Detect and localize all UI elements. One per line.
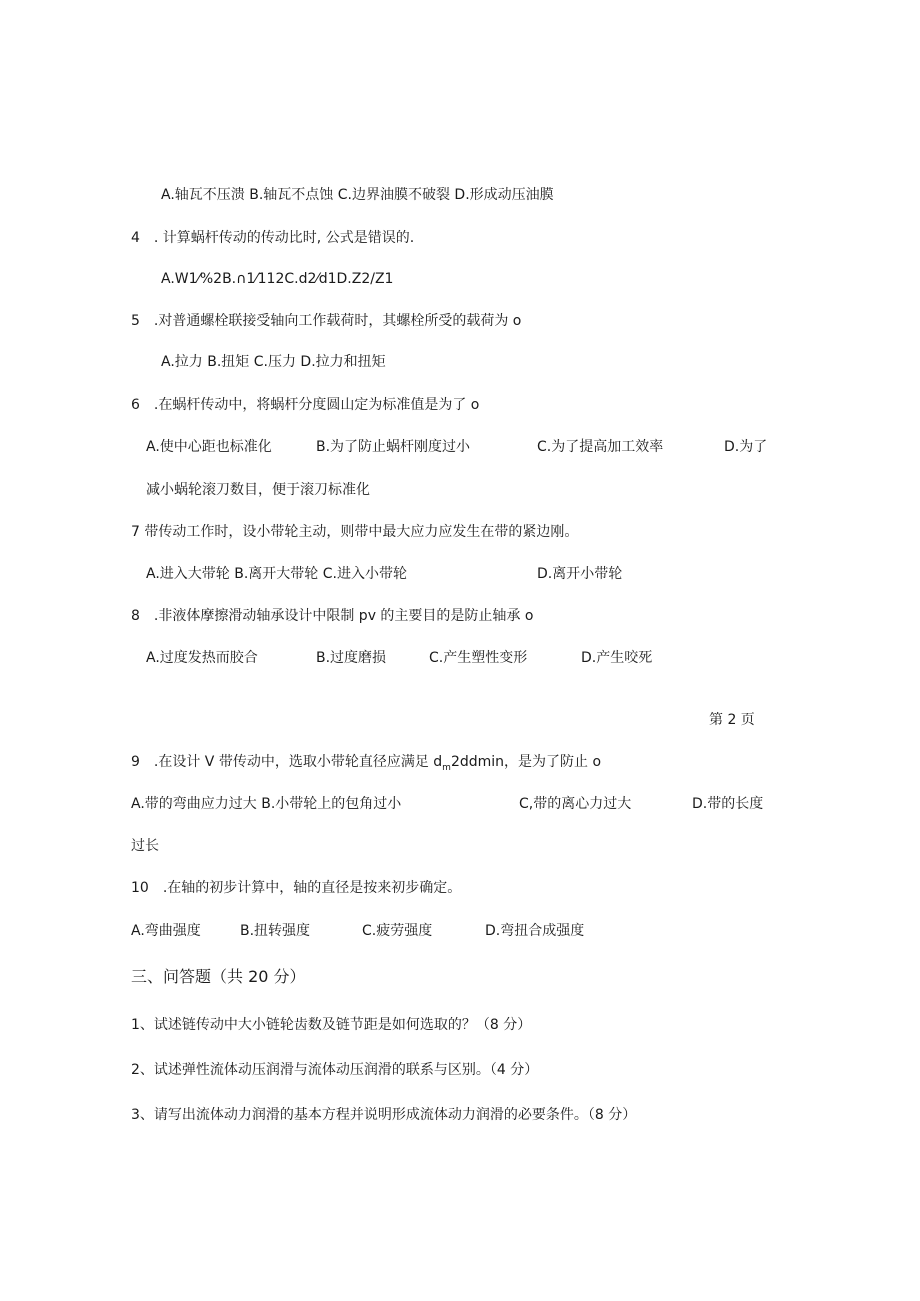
essay-question-3: 3、请写出流体动力润滑的基本方程并说明形成流体动力润滑的必要条件。（8 分）: [131, 1107, 637, 1123]
q9-stem: [131, 753, 601, 777]
q10-stem: 10 .在轴的初步计算中，轴的直径是按来初步确定。: [131, 880, 462, 896]
q9-options-ab: A.带的弯曲应力过大 B.小带轮上的包角过小: [131, 796, 402, 812]
q7-stem: 7 带传动工作时，设小带轮主动，则带中最大应力应发生在带的紧边刚。: [131, 524, 579, 540]
page-number: 第 2 页: [709, 712, 755, 728]
q9-stem-part2: 2ddmin，是为了防止 o: [450, 754, 602, 770]
q8-option-c: C.产生塑性变形: [429, 650, 528, 666]
q8-option-b: B.过度磨损: [316, 650, 387, 666]
q6-option-d: D.为了: [724, 439, 768, 455]
q9-option-d: D.带的长度: [692, 796, 764, 812]
q9-stem-part1: 9 .在设计 V 带传动中，选取小带轮直径应满足 d: [131, 754, 443, 770]
q9-stem-subscript: m: [442, 762, 451, 773]
q8-stem: 8 .非液体摩擦滑动轴承设计中限制 pv 的主要目的是防止轴承 o: [131, 608, 534, 624]
q7-option-d: D.离开小带轮: [537, 566, 623, 582]
section-title: 三、问答题（共 20 分）: [131, 967, 306, 986]
q8-option-a: A.过度发热而胶合: [146, 650, 258, 666]
q5-stem: 5 .对普通螺栓联接受轴向工作载荷时，其螺栓所受的载荷为 o: [131, 313, 522, 329]
q3-options: A.轴瓦不压溃 B.轴瓦不点蚀 C.边界油膜不破裂 D.形成动压油膜: [161, 187, 554, 203]
q9-option-c: C,带的离心力过大: [519, 796, 632, 812]
q8-option-d: D.产生咬死: [581, 650, 653, 666]
q6-option-a: A.使中心距也标准化: [146, 439, 272, 455]
q4-stem: 4 . 计算蜗杆传动的传动比时, 公式是错误的.: [131, 230, 415, 246]
q10-option-c: C.疲劳强度: [362, 923, 433, 939]
q10-option-a: A.弯曲强度: [131, 923, 201, 939]
q10-option-d: D.弯扭合成强度: [485, 923, 585, 939]
q7-options-abc: A.进入大带轮 B.离开大带轮 C.进入小带轮: [146, 566, 407, 582]
q6-option-b: B.为了防止蜗杆刚度过小: [316, 439, 471, 455]
q6-option-c: C.为了提高加工效率: [537, 439, 664, 455]
q9-option-d-continuation: 过长: [131, 838, 159, 854]
q6-stem: 6 .在蜗杆传动中，将蜗杆分度圆山定为标准值是为了 o: [131, 397, 480, 413]
q10-option-b: B.扭转强度: [240, 923, 311, 939]
q4-options: A.W1⁄%2B.∩1⁄112C.d2⁄d1D.Z2/Z1: [161, 271, 394, 287]
essay-question-1: 1、试述链传动中大小链轮齿数及链节距是如何选取的？（8 分）: [131, 1017, 532, 1033]
essay-question-2: 2、试述弹性流体动压润滑与流体动压润滑的联系与区别。（4 分）: [131, 1062, 539, 1078]
q6-option-d-continuation: 减小蜗轮滚刀数目，便于滚刀标准化: [146, 482, 370, 498]
q5-options: A.拉力 B.扭矩 C.压力 D.拉力和扭矩: [161, 354, 386, 370]
